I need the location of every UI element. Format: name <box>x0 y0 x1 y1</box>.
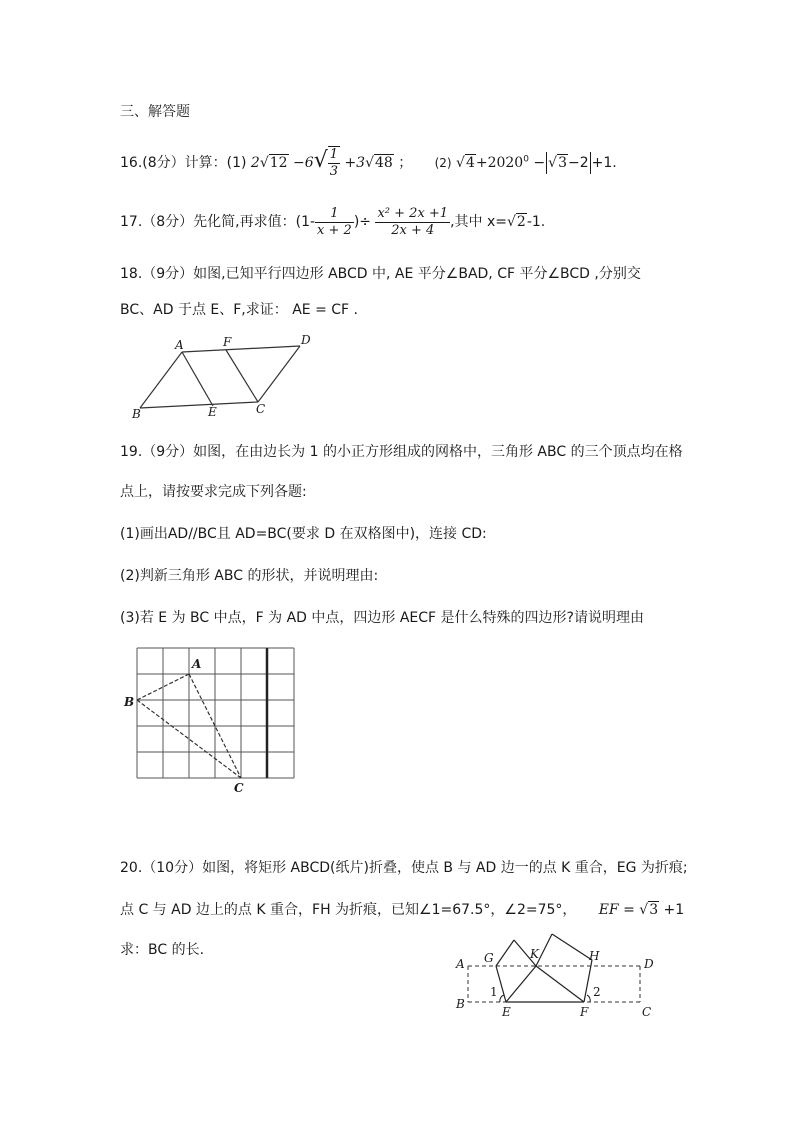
label-B: B <box>132 407 141 421</box>
q16-period: . <box>612 155 617 171</box>
q17-prefix: 17.（8分）先化简,再求值：(1- <box>120 214 316 230</box>
q16-sqrt-48: √48 <box>365 155 393 171</box>
q16-exp-0: 0 <box>523 154 529 165</box>
label-E: E <box>502 1005 511 1019</box>
q17-fraction-2: $\frac{\text{x² + 2x +1}}{2x + 4}$ <box>377 205 449 238</box>
label-F: F <box>580 1005 589 1019</box>
q17-suffix: ,其中 x= <box>450 214 507 230</box>
label-F: F <box>223 335 232 349</box>
q16-sqrt-4: √4 <box>456 155 475 171</box>
q20-fold-diagram <box>450 930 660 1022</box>
label-A: A <box>175 338 184 352</box>
q16-minus-2: −2 <box>567 155 589 171</box>
q16-sqrt-frac: √ $\frac{1}{3}$ <box>313 147 338 179</box>
abs-left-bar <box>546 152 547 174</box>
angle-1-arc <box>500 995 504 1002</box>
q20-line-2-text: 点 C 与 AD 边上的点 K 重合，FH 为折痕，已知∠1=67.5°，∠2=75°， <box>120 902 577 918</box>
label-angle-1: 1 <box>490 985 498 999</box>
label-D: D <box>644 957 654 971</box>
q17-close-div: )÷ <box>353 214 372 230</box>
label-K: K <box>530 947 539 961</box>
label-H: H <box>589 949 600 963</box>
q20-line-2 <box>120 898 684 922</box>
q17-sqrt-2: √2 <box>507 214 526 230</box>
question-17 <box>120 202 545 242</box>
label-C: C <box>642 1005 652 1019</box>
edge-AD <box>182 346 300 352</box>
q19-line-4: (2)判新三角形 ABC 的形状，并说明理由: <box>120 568 379 584</box>
q16-plus-1: +1 <box>591 155 613 171</box>
q17-fraction-1: $\frac{1}{x + 2}$ <box>317 205 352 238</box>
q16-minus-6: −6 <box>293 155 314 171</box>
q20-plus-1: +1 <box>659 902 685 918</box>
q19-grid-diagram <box>120 644 300 796</box>
label-C: C <box>234 781 244 795</box>
segment-CF <box>226 350 258 402</box>
edge-BC <box>140 402 258 408</box>
label-E: E <box>208 405 217 419</box>
edge-DC <box>258 346 300 402</box>
q20-ef-label: EF = <box>598 902 640 918</box>
label-C: C <box>256 402 266 416</box>
q16-plus-2020: +2020 <box>475 155 524 171</box>
q17-tail: -1. <box>526 214 546 230</box>
q19-line-5: (3)若 E 为 BC 中点，F 为 AD 中点，四边形 AECF 是什么特殊的四边形?请说明理由 <box>120 610 644 626</box>
segment-EK <box>506 966 536 1002</box>
segment-GL <box>496 940 514 966</box>
q20-line-3: 求：BC 的长. <box>120 942 205 958</box>
label-B: B <box>124 695 135 709</box>
q16-sqrt-12: √12 <box>259 155 288 171</box>
q16-semicolon: ； <box>398 155 413 171</box>
q16-plus-3: +3 <box>344 155 366 171</box>
question-16 <box>120 146 617 180</box>
q18-line-1: 18.（9分）如图,已知平行四边形 ABCD 中, AE 平分∠BAD, CF 平分∠BCD ,分别交 <box>120 266 641 282</box>
q20-line-1: 20.（10分）如图，将矩形 ABCD(纸片)折叠，使点 B 与 AD 边一的点 K 重合，EG 为折痕; <box>120 860 688 876</box>
q16-coef-2: 2 <box>250 155 260 171</box>
q20-sqrt-3: √3 <box>639 902 659 918</box>
q16-minus: − <box>533 155 546 171</box>
angle-2-arc <box>587 995 590 1002</box>
label-A: A <box>192 657 202 671</box>
q19-line-2: 点上，请按要求完成下列各题: <box>120 484 307 500</box>
q18-line-2: BC、AD 于点 E、F,求证： AE = CF . <box>120 302 358 318</box>
segment-AE <box>182 352 213 406</box>
label-G: G <box>484 951 494 965</box>
label-D: D <box>301 333 311 347</box>
q16-sqrt-3: √3 <box>548 155 567 171</box>
q16-part2-label: (2) <box>434 156 452 170</box>
segment-KF <box>536 966 584 1002</box>
edge-AB <box>140 352 182 408</box>
label-angle-2: 2 <box>593 985 601 999</box>
abs-right-bar <box>590 152 591 174</box>
q19-line-1: 19.（9分）如图，在由边长为 1 的小正方形组成的网格中，三角形 ABC 的三个顶点均在格 <box>120 444 683 460</box>
q16-prefix: 16.(8分）计算：(1) <box>120 155 247 171</box>
section-title: 三、解答题 <box>120 104 190 120</box>
segment-NH <box>552 934 592 960</box>
label-B: B <box>456 997 465 1011</box>
label-A: A <box>456 957 465 971</box>
q19-line-3: (1)画出AD//BC且 AD=BC(要求 D 在双格图中)，连接 CD: <box>120 526 487 542</box>
q18-parallelogram-diagram <box>120 332 330 424</box>
